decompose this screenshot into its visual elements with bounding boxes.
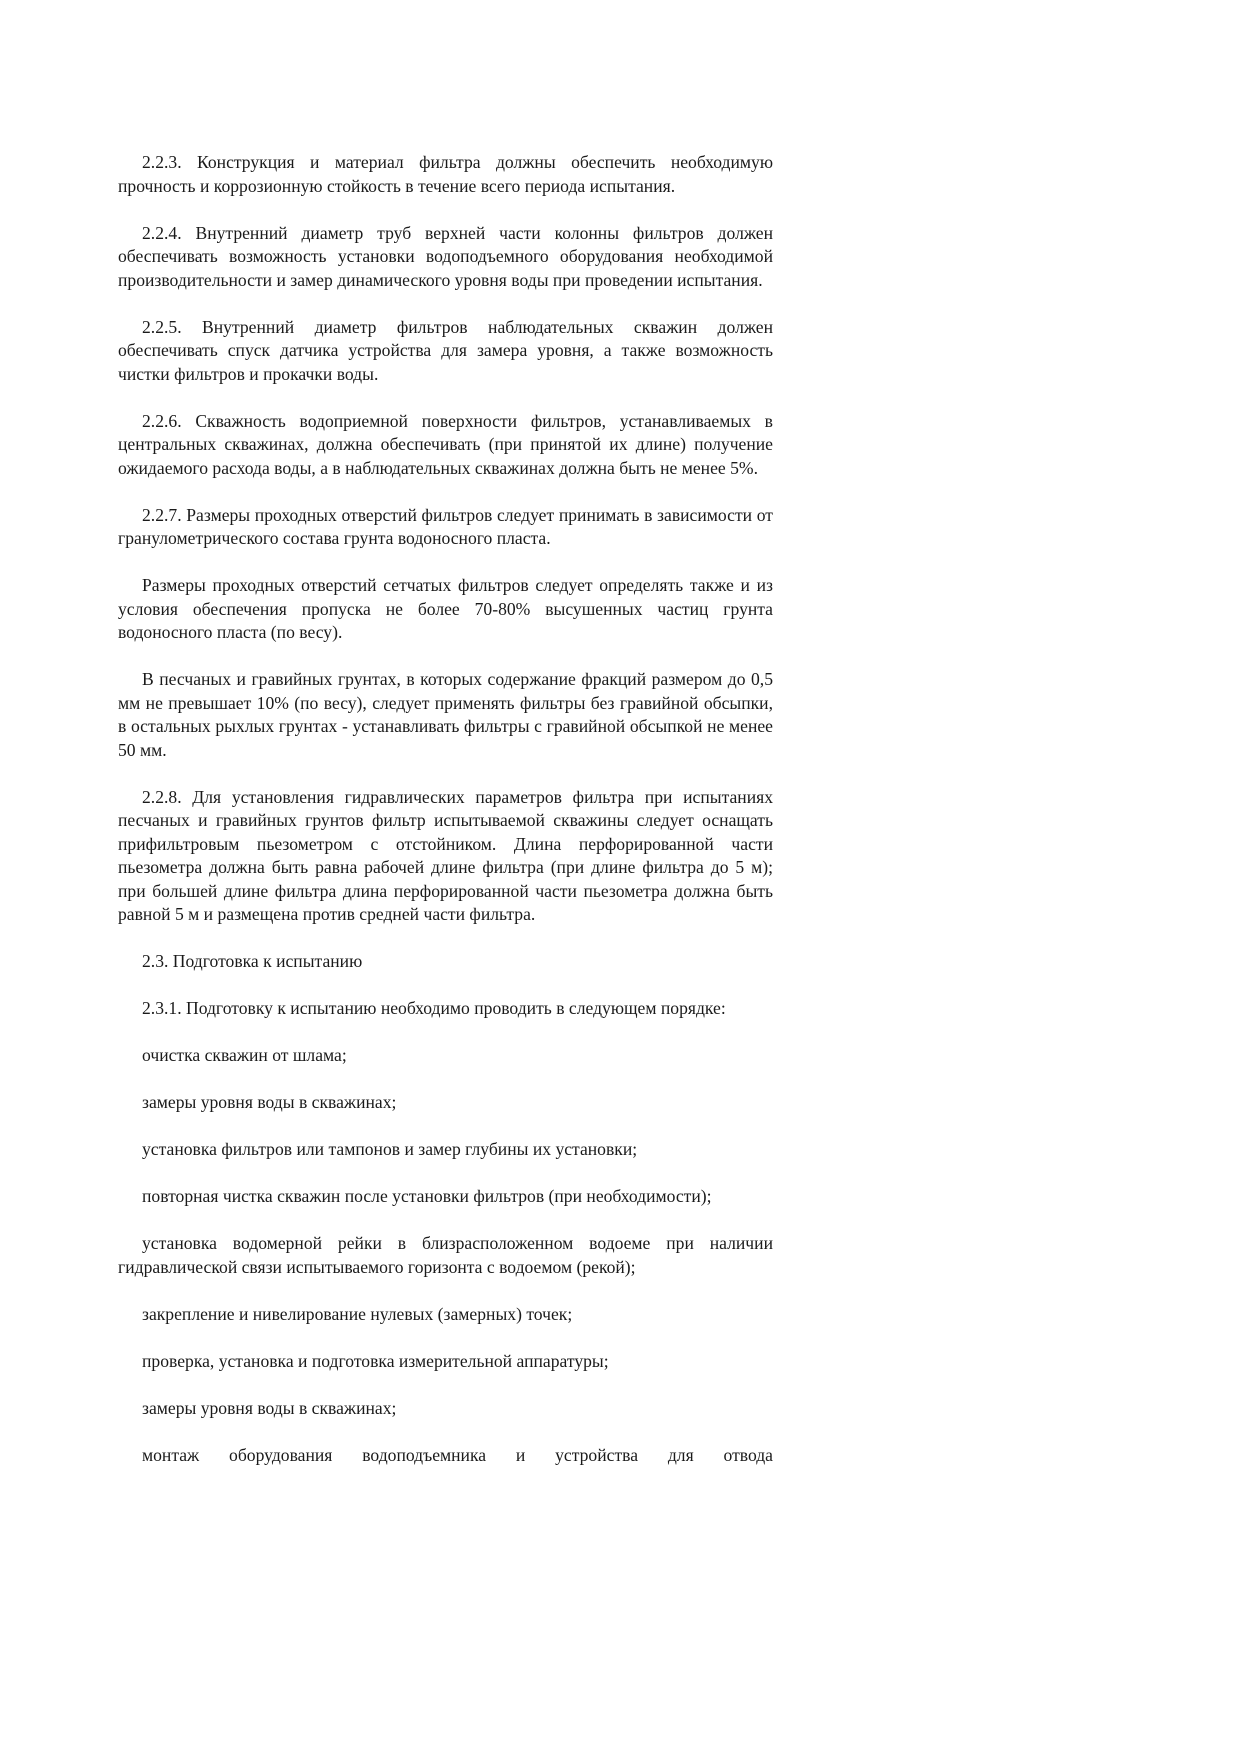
paragraph-2-2-4: 2.2.4. Внутренний диаметр труб верхней части колонны фильтров должен обеспечивать возможность установки водоподъемного оборудования необходимой производительности и замер динамического уровня воды при проведении испытания. <box>118 222 773 290</box>
list-item: замеры уровня воды в скважинах; <box>142 1092 397 1112</box>
list-item: закрепление и нивелирование нулевых (замерных) точек; <box>142 1303 573 1324</box>
list-item: очистка скважин от шлама; <box>142 1045 347 1065</box>
section-heading-2-3: 2.3. Подготовка к испытанию <box>142 951 363 971</box>
list-item: установка фильтров или тампонов и замер глубины их установки; <box>142 1139 638 1159</box>
paragraph-2-3-1: 2.3.1. Подготовку к испытанию необходимо проводить в следующем порядке: <box>142 998 726 1018</box>
paragraph-2-2-7: 2.2.7. Размеры проходных отверстий фильтров следует принимать в зависимости от гранулометрического состава грунта водоносного пласта. <box>118 504 773 548</box>
paragraph-2-2-5: 2.2.5. Внутренний диаметр фильтров наблюдательных скважин должен обеспечивать спуск датчика устройства для замера уровня, а также возможность чистки фильтров и прокачки воды. <box>118 316 773 384</box>
list-item: установка водомерной рейки в близрасположенном водоеме при наличии гидравлической связи испытываемого горизонта с водоемом (рекой); <box>118 1233 773 1277</box>
paragraph-2-2-3: 2.2.3. Конструкция и материал фильтра должны обеспечить необходимую прочность и коррозионную стойкость в течение всего периода испытания. <box>118 152 773 196</box>
paragraph-sandy-gravel-soils: В песчаных и гравийных грунтах, в которых содержание фракций размером до 0,5 мм не превышает 10% (по весу), следует применять фильтры без гравийной обсыпки, в остальных рыхлых грунтах - устанавливать фильтры с гравийной обсыпкой не менее 50 мм. <box>118 669 773 760</box>
document-page <box>118 151 773 1467</box>
list-item: проверка, установка и подготовка измерительной аппаратуры; <box>142 1350 609 1371</box>
list-item: монтаж оборудования водоподъемника и устройства для отвода <box>142 1444 773 1465</box>
paragraph-mesh-filter-openings: Размеры проходных отверстий сетчатых фильтров следует определять также и из условия обеспечения пропуска не более 70-80% высушенных частиц грунта водоносного пласта (по весу). <box>118 575 773 642</box>
list-item: замеры уровня воды в скважинах; <box>142 1397 397 1418</box>
paragraph-2-2-8: 2.2.8. Для установления гидравлических параметров фильтра при испытаниях песчаных и гравийных грунтов фильтр испытываемой скважины следует оснащать прифильтровым пьезометром с отстойником. Длина перфорированной части пьезометра должна быть равна рабочей длине фильтра (при длине фильтра до 5 м); при большей длине фильтра длина перфорированной части пьезометра должна быть равной 5 м и размещена против средней части фильтра. <box>118 786 773 924</box>
list-item: повторная чистка скважин после установки фильтров (при необходимости); <box>142 1186 712 1206</box>
paragraph-2-2-6: 2.2.6. Скважность водоприемной поверхности фильтров, устанавливаемых в центральных скважинах, должна обеспечивать (при принятой их длине) получение ожидаемого расхода воды, а в наблюдательных скважинах должна быть не менее 5%. <box>118 410 773 478</box>
